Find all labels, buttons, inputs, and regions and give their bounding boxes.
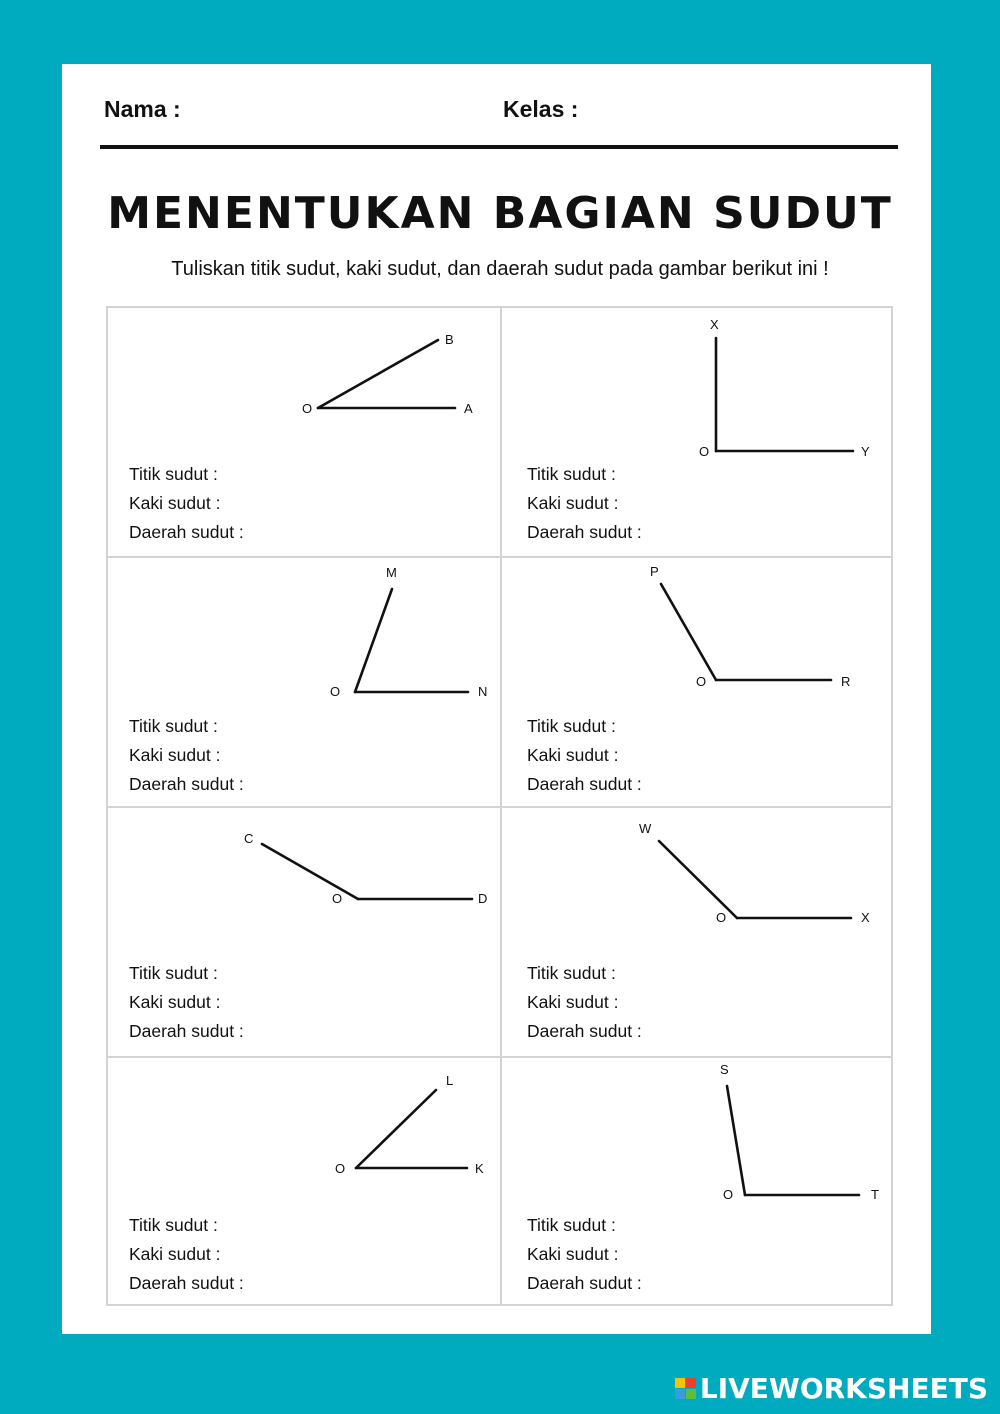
angle-arm — [659, 841, 737, 918]
answer-block-2 — [527, 460, 642, 547]
answer-block-4 — [527, 712, 642, 799]
region-answer-label: Daerah sudut : — [129, 522, 244, 542]
point-label: L — [446, 1073, 454, 1088]
liveworksheets-brand[interactable] — [675, 1372, 988, 1405]
region-answer-label: Daerah sudut : — [129, 1021, 244, 1041]
point-label: B — [445, 332, 454, 347]
point-label: T — [871, 1187, 879, 1202]
point-label: R — [841, 674, 851, 689]
point-label: D — [478, 891, 488, 906]
region-answer-label: Daerah sudut : — [527, 1273, 642, 1293]
answer-block-7 — [129, 1211, 244, 1298]
point-label: X — [861, 910, 870, 925]
page-title: MENENTUKAN BAGIAN SUDUT — [107, 188, 893, 239]
arms-answer-label: Kaki sudut : — [527, 493, 619, 513]
answer-block-3 — [129, 712, 244, 799]
point-label: K — [475, 1161, 484, 1176]
angle-arm — [355, 589, 392, 692]
vertex-answer-label: Titik sudut : — [129, 963, 218, 983]
point-label: P — [650, 564, 659, 579]
angle-figure-6 — [639, 821, 870, 925]
vertex-label: O — [716, 910, 727, 925]
answer-block-1 — [129, 460, 244, 547]
name-label: Nama : — [104, 96, 181, 122]
vertex-label: O — [332, 891, 343, 906]
point-label: N — [478, 684, 488, 699]
logo-square — [686, 1378, 696, 1388]
arms-answer-label: Kaki sudut : — [129, 992, 221, 1012]
brand-text: LIVEWORKSHEETS — [699, 1372, 988, 1405]
region-answer-label: Daerah sudut : — [527, 1021, 642, 1041]
logo-square — [675, 1378, 685, 1388]
angle-figure-1 — [302, 332, 473, 416]
vertex-answer-label: Titik sudut : — [129, 1215, 218, 1235]
region-answer-label: Daerah sudut : — [129, 774, 244, 794]
arms-answer-label: Kaki sudut : — [129, 1244, 221, 1264]
point-label: S — [720, 1062, 729, 1077]
angle-arm — [661, 584, 716, 680]
arms-answer-label: Kaki sudut : — [527, 992, 619, 1012]
logo-square — [686, 1389, 696, 1399]
point-label: C — [244, 831, 254, 846]
class-label: Kelas : — [503, 96, 579, 122]
angle-figure-5 — [244, 831, 487, 906]
vertex-answer-label: Titik sudut : — [527, 716, 616, 736]
point-label: Y — [861, 444, 870, 459]
arms-answer-label: Kaki sudut : — [527, 1244, 619, 1264]
point-label: A — [464, 401, 473, 416]
vertex-label: O — [723, 1187, 734, 1202]
region-answer-label: Daerah sudut : — [527, 522, 642, 542]
instruction-text: Tuliskan titik sudut, kaki sudut, dan daerah sudut pada gambar berikut ini ! — [171, 258, 829, 280]
vertex-label: O — [335, 1161, 346, 1176]
angle-figure-2 — [699, 317, 870, 459]
vertex-answer-label: Titik sudut : — [129, 464, 218, 484]
vertex-label: O — [330, 684, 341, 699]
vertex-answer-label: Titik sudut : — [527, 1215, 616, 1235]
vertex-label: O — [699, 444, 710, 459]
region-answer-label: Daerah sudut : — [129, 1273, 244, 1293]
angle-arm — [262, 844, 358, 899]
angle-figure-4 — [650, 564, 850, 689]
point-label: M — [386, 565, 397, 580]
region-answer-label: Daerah sudut : — [527, 774, 642, 794]
arms-answer-label: Kaki sudut : — [129, 493, 221, 513]
vertex-answer-label: Titik sudut : — [527, 963, 616, 983]
liveworksheets-logo-icon — [675, 1378, 696, 1399]
arms-answer-label: Kaki sudut : — [129, 745, 221, 765]
point-label: X — [710, 317, 719, 332]
vertex-answer-label: Titik sudut : — [527, 464, 616, 484]
angle-arm — [318, 340, 438, 408]
point-label: W — [639, 821, 652, 836]
angle-arm — [356, 1090, 436, 1168]
arms-answer-label: Kaki sudut : — [527, 745, 619, 765]
logo-square — [675, 1389, 685, 1399]
vertex-answer-label: Titik sudut : — [129, 716, 218, 736]
angle-figure-8 — [720, 1062, 879, 1202]
answer-block-6 — [527, 959, 642, 1046]
angle-figure-3 — [330, 565, 487, 699]
answer-block-5 — [129, 959, 244, 1046]
vertex-label: O — [696, 674, 707, 689]
vertex-label: O — [302, 401, 313, 416]
answer-block-8 — [527, 1211, 642, 1298]
angle-arm — [727, 1086, 745, 1195]
angle-figure-7 — [335, 1073, 484, 1176]
